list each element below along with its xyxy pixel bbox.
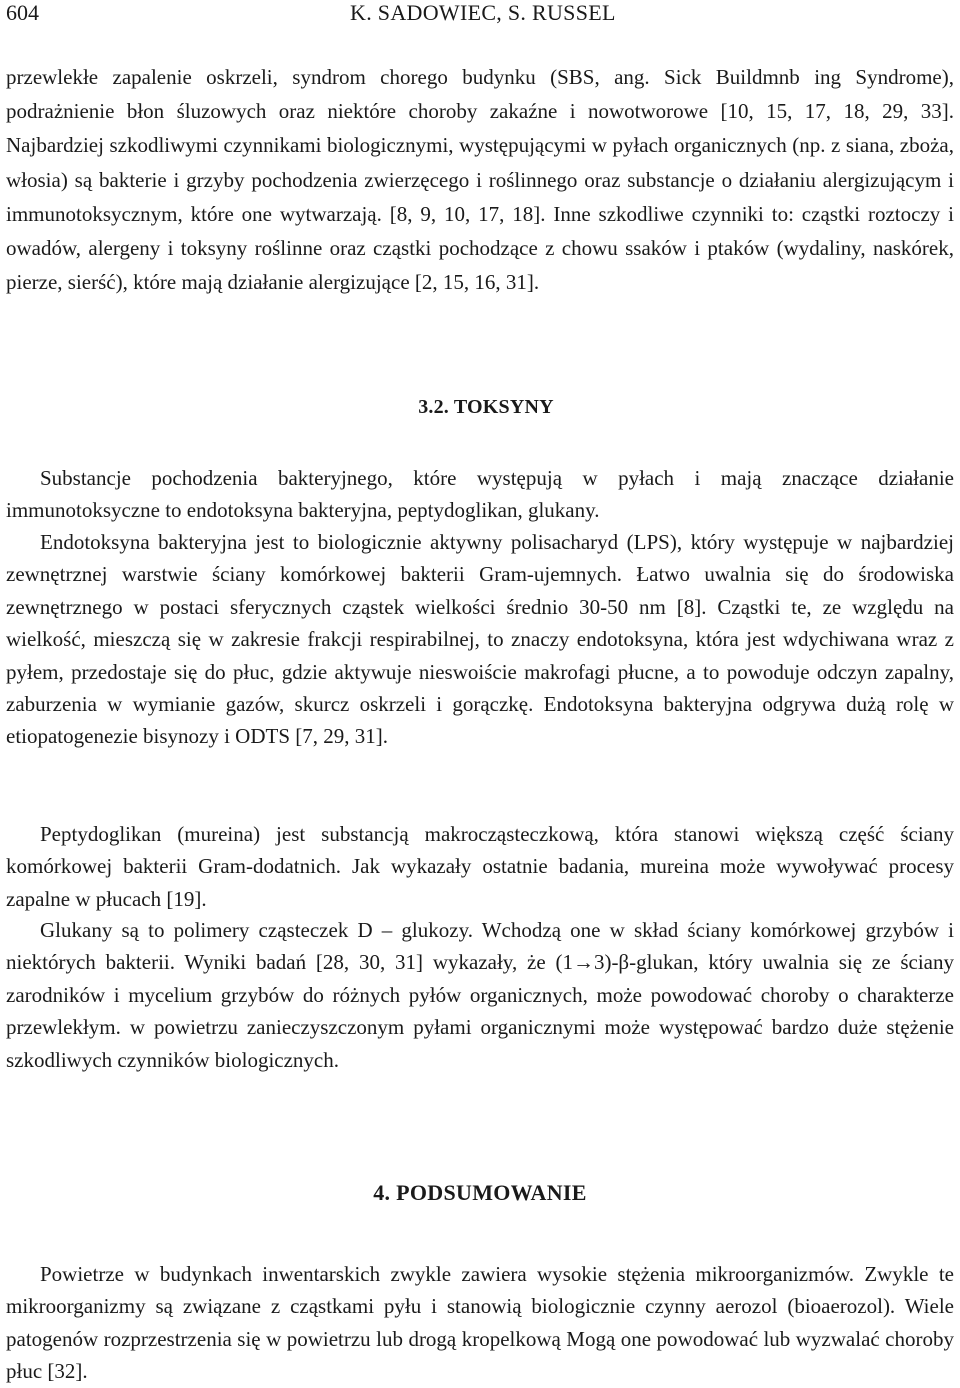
- section-heading-toksyny: 3.2. TOKSYNY: [418, 396, 554, 418]
- page-header: [6, 0, 954, 28]
- section-heading-podsumowanie: 4. PODSUMOWANIE: [373, 1180, 587, 1205]
- paragraph-toksyny-4: Glukany są to polimery cząsteczek D – glukozy. Wchodzą one w skład ściany komórkowej grzybów i niektórych bakterii. Wyniki badań [28, 30, 31] wykazały, że (1→3)-β-glukan, który uwalnia się ze ściany zarodników i mycelium grzybów do różnych pyłów organicznych, może powodować choroby o charakterze przewlekłym. w powietrzu zanieczyszczonym pyłami organicznymi może występować bardzo duże stężenie szkodliwych czynników biologicznych.: [6, 918, 954, 1072]
- paragraph-toksyny-3: Peptydoglikan (mureina) jest substancją makrocząsteczkową, która stanowi większą część ściany komórkowej bakterii Gram-dodatnich. Jak wykazały ostatnie badania, mureina może wywoływać procesy zapalne w płucach [19].: [6, 822, 954, 911]
- paragraph-intro: przewlekłe zapalenie oskrzeli, syndrom chorego budynku (SBS, ang. Sick Buildmnb ing Syndrome), podrażnienie błon śluzowych oraz niektóre choroby zakaźne i nowotworowe [10, 15, 17, 18, 29, 33]. Najbardziej szkodliwymi czynnikami biologicznymi, występującymi w pyłach organicznych (np. z siana, zboża, włosia) są bakterie i grzyby pochodzenia zwierzęcego i roślinnego oraz substancje o działaniu alergizującym i immunotoksycznym, które one wytwarzają. [8, 9, 10, 17, 18]. Inne szkodliwe czynniki to: cząstki roztoczy i owadów, alergeny i toksyny roślinne oraz cząstki pochodzące z chowu ssaków i ptaków (wydaliny, naskórek, pierze, sierść), które mają działanie alergizujące [2, 15, 16, 31].: [6, 65, 954, 295]
- paragraph-toksyny-1: Substancje pochodzenia bakteryjnego, które występują w pyłach i mają znaczące działanie immunotoksyczne to endotoksyna bakteryjna, peptydoglikan, glukany.: [6, 466, 954, 523]
- running-head: K. SADOWIEC, S. RUSSEL: [350, 0, 616, 25]
- page-number: 604: [6, 0, 39, 25]
- paragraph-podsumowanie-1: Powietrze w budynkach inwentarskich zwykle zawiera wysokie stężenia mikroorganizmów. Zwykle te mikroorganizmy są związane z cząstkami pyłu i stanowią biologicznie czynny aerozol (bioaerozol). Wiele patogenów rozprzestrzenia się w powietrzu lub drogą kropelkową Mogą one powodować lub wyzwalać choroby płuc [32].: [6, 1262, 954, 1384]
- paragraph-toksyny-2: Endotoksyna bakteryjna jest to biologicznie aktywny polisacharyd (LPS), który występuje w najbardziej zewnętrznej warstwie ściany komórkowej bakterii Gram-ujemnych. Łatwo uwalnia się do środowiska zewnętrznego w postaci sferycznych cząstek wielkości średnio 30-50 nm [8]. Cząstki te, ze względu na wielkość, mieszczą się w zakresie frakcji respirabilnej, to znaczy endotoksyna, która jest wdychiwana wraz z pyłem, przedostaje się do płuc, gdzie aktywuje nieswoiście makrofagi płucne, a to powoduje odczyn zapalny, zaburzenia w wymianie gazów, skurcz oskrzeli i gorączkę. Endotoksyna bakteryjna odgrywa dużą rolę w etiopatogenezie bisynozy i ODTS [7, 29, 31].: [6, 530, 954, 749]
